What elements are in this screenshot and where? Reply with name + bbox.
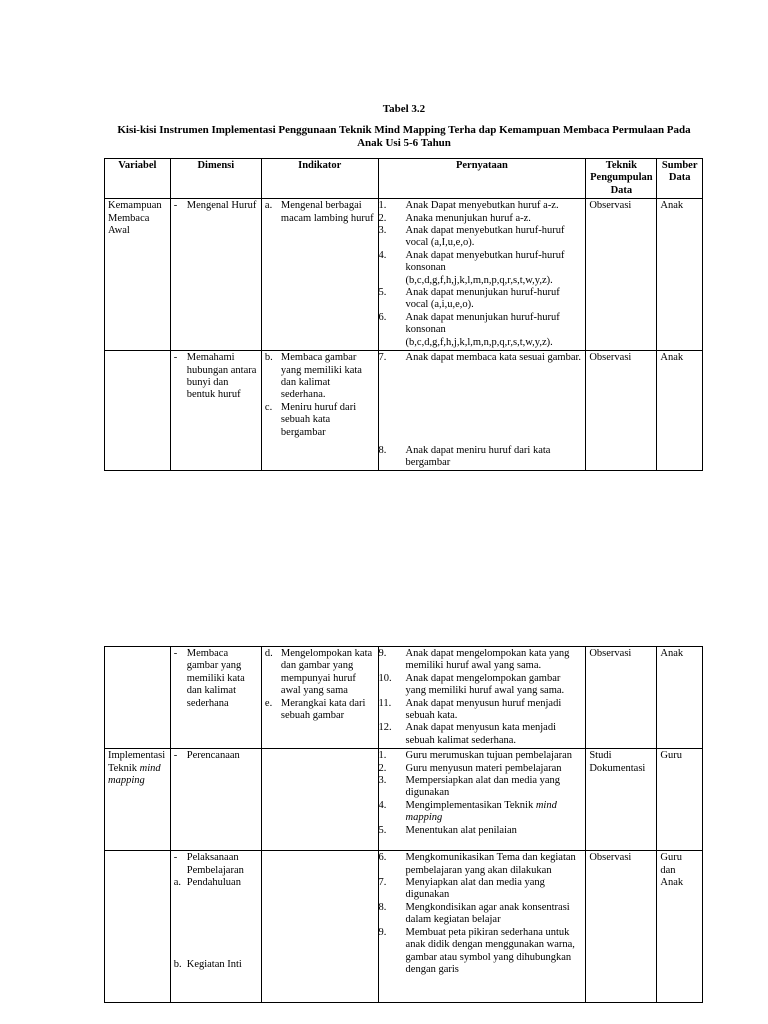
instrument-table-part-1 [104,158,703,471]
statement-item: 5. Anak dapat menunjukan huruf-huruf vocal (a,i,u,e,o). [378,287,560,311]
cell-teknik: Observasi [586,851,657,1003]
indikator-item: d. Mengelompokan kata dan gambar yang mempunyai huruf awal yang sama [264,648,373,697]
variabel-italic: mind mapping [108,762,161,787]
cell-dimensi: - Mengenal Huruf [170,199,261,351]
statement-item: 4. Mengimplementasikan Teknik mind mapping [378,799,557,824]
cell-indikator [261,199,378,351]
statement-item: 1. Guru merumuskan tujuan pembelajaran [378,750,573,762]
header-variabel: Variabel [105,159,171,199]
cell-indikator [261,851,378,1003]
cell-sumber: Guru dan Anak [657,851,703,1003]
cell-teknik: Observasi [586,647,657,749]
cell-sumber: Anak [657,647,703,749]
statement-item: 5. Menentukan alat penilaian [378,824,517,836]
table-row [105,647,703,749]
cell-sumber: Guru [657,749,703,851]
statement-item: 12. Anak dapat menyusun kata menjadi sebuah kalimat sederhana. [378,722,556,746]
statement-item: 10. Anak dapat mengelompokan gambar yang memiliki huruf awal yang sama. [378,672,565,697]
table-row [105,351,703,471]
header-dimensi: Dimensi [170,159,261,199]
table-row [105,199,703,351]
cell-teknik: Observasi [586,351,657,471]
indikator-item: e. Merangkai kata dari sebuah gambar [264,697,366,722]
cell-variabel: Kemampuan Membaca Awal [105,199,171,351]
table-row [105,851,703,1003]
cell-sumber: Anak [657,351,703,471]
statement-item: 9. Membuat peta pikiran sederhana untuk anak didik dengan menggunakan warna, gambar atau symbol yang dihubungkan dengan garis [378,926,575,975]
statement-item: 7. Anak dapat membaca kata sesuai gambar. [378,352,582,364]
statement-item: 6. Anak dapat menunjukan huruf-huruf konsonan (b,c,d,g,f,h,j,k,l,m,n,p,q,r,s,t,w,y,z). [378,311,560,348]
statement-item: 8. Anak dapat meniru huruf dari kata bergambar [378,444,551,468]
header-pernyataan: Pernyataan [378,159,586,199]
statement-item: 8. Mengkondisikan agar anak konsentrasi dalam kegiatan belajar [378,901,570,926]
header-teknik: Teknik Pengumpulan Data [586,159,657,199]
cell-indikator [261,749,378,851]
statement-item: 3. Anak dapat menyebutkan huruf-huruf vocal (a,I,u,e,o). [378,225,565,249]
sub-dimensi-item: b. Kegiatan Inti [173,959,242,971]
cell-dimensi: - Perencanaan [170,749,261,851]
sub-dimensi-item: a. Pendahuluan [173,877,241,889]
statement-item: 7. Menyiapkan alat dan media yang digunakan [378,877,545,901]
cell-indikator [261,647,378,749]
instrument-table-part-2 [104,646,703,1003]
cell-variabel [105,851,171,1003]
cell-dimensi: - Pelaksanaan Pembelajaran a. Pendahuluan b. Kegiatan Inti [170,851,261,1003]
cell-variabel: Implementasi Teknik mind mapping [105,749,171,851]
statement-item: 4. Anak dapat menyebutkan huruf-huruf konsonan (b,c,d,g,f,h,j,k,l,m,n,p,q,r,s,t,w,y,z). [378,249,565,286]
statement-item: 9. Anak dapat mengelompokan kata yang memiliki huruf awal yang sama. [378,648,570,672]
table-row [105,749,703,851]
cell-pernyataan [378,199,586,351]
cell-teknik: Observasi [586,199,657,351]
header-indikator: Indikator [261,159,378,199]
cell-pernyataan [378,851,586,1003]
cell-variabel [105,647,171,749]
cell-pernyataan [378,647,586,749]
cell-teknik: Studi Dokumentasi [586,749,657,851]
header-sumber: Sumber Data [657,159,703,199]
header-row [105,159,703,199]
cell-sumber: Anak [657,199,703,351]
statement-item: 2. Anaka menunjukan huruf a-z. [378,212,531,224]
statement-item: 11. Anak dapat menyusun huruf menjadi sebuah kata. [378,697,562,722]
cell-indikator [261,351,378,471]
indikator-item: a. Mengenal berbagai macam lambing huruf [264,200,374,224]
table-number: Tabel 3.2 [382,103,426,115]
indikator-item: b. Membaca gambar yang memiliki kata dan kalimat sederhana. [264,352,362,401]
cell-dimensi: - Membaca gambar yang memiliki kata dan kalimat sederhana [170,647,261,749]
statement-item: 6. Mengkomunikasikan Tema dan kegiatan pembelajaran yang akan dilakukan [378,852,576,876]
table-title: Kisi-kisi Instrumen Implementasi Penggunaan Teknik Mind Mapping Terha dap Kemampuan Membaca Permulaan Pada Anak Usi 5-6 Tahun [117,124,691,149]
statement-item: 3. Mempersiapkan alat dan media yang digunakan [378,775,561,799]
statement-item: 2. Guru menyusun materi pembelajaran [378,762,562,774]
cell-pernyataan [378,749,586,851]
cell-pernyataan [378,351,586,471]
statement-item: 1. Anak Dapat menyebutkan huruf a-z. [378,200,559,212]
indikator-item: c. Meniru huruf dari sebuah kata bergambar [264,401,357,438]
cell-dimensi: - Memahami hubungan antara bunyi dan bentuk huruf [170,351,261,471]
cell-variabel [105,351,171,471]
